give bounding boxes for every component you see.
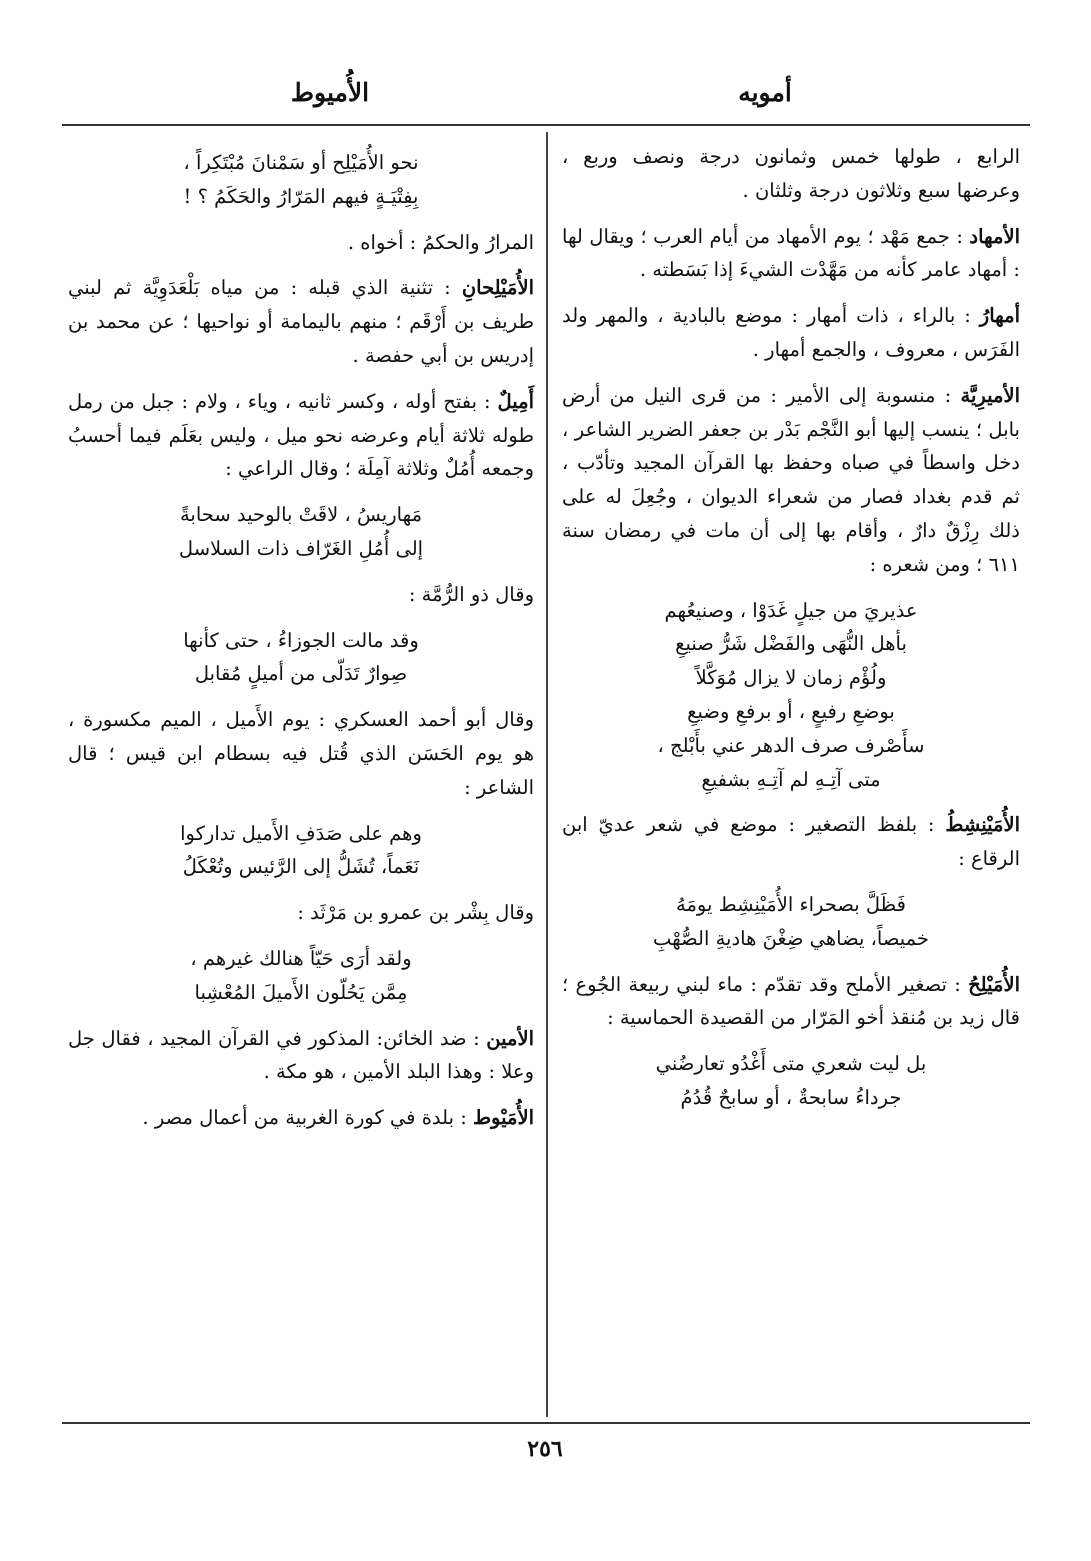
headword: الأُمَيْلِحانِ [461, 276, 534, 300]
verse-line: بِفِتْيَـةٍ فيهم المَرّارُ والحَكَمُ ؟ ! [183, 184, 419, 208]
headword: الأُمَيْنِشِطُ [945, 813, 1020, 837]
entry-umaylihan [68, 271, 534, 372]
entry-text: : تصغير الأملح وقد تقدّم : ماء لبني ربيعة الجُوع ؛ قال زيد بن مُنقذ أخو المَرّار من القصيدة الحماسية : [562, 972, 1020, 1030]
entry-amiriyya [562, 379, 1020, 582]
running-header-right: أمويه [738, 78, 792, 107]
poem-verse [108, 942, 494, 1010]
headword: الأمهاد [969, 224, 1020, 248]
running-header-left: الأُميوط [290, 78, 370, 107]
entry-text: : بلدة في كورة الغربية من أعمال مصر . [142, 1106, 474, 1130]
header-rule [62, 124, 1030, 126]
verse-line: مِمَّن يَحُلّون الأَميلَ المُعْشِبا [194, 980, 408, 1004]
entry-amin [68, 1022, 534, 1090]
verse-line: بوضعِ رفيعٍ ، أو برفعِ وضيعِ [687, 699, 895, 723]
entry-text: وقال أبو أحمد العسكري : يوم الأَميل ، الميم مكسورة ، هو يوم الحَسَن الذي قُتل فيه بسطام ابن قيس ؛ قال الشاعر : [68, 708, 534, 799]
verse-line: ولُؤْم زمان لا يزال مُوَكَّلاً [695, 666, 887, 690]
verse-line: صِوارٌ تَدَلّى من أميلٍ مُقابل [194, 662, 408, 686]
entry-continuation: الرابع ، طولها خمس وثمانون درجة ونصف وربع ، وعرضها سبع وثلاثون درجة وثلثان . [562, 145, 1020, 202]
verse-line: بل ليت شعري متى أَغْدُو تعارضُني [655, 1052, 927, 1076]
footer-rule [62, 1422, 1030, 1424]
poem-verse [108, 624, 494, 692]
entry-text: : تثنية الذي قبله : من مياه بَلْعَدَوِيَّة ثم لبني طريف بن أَرْقَم ؛ منهم باليمامة أو نواحيها ؛ عن محمد بن إدريس بن أبي حفصة . [68, 276, 534, 367]
entry-text: : جمع مَهْد ؛ يوم الأمهاد من أيام العرب ؛ ويقال لها : أمهاد عامر كأنه من مَهَّدْت الشيءَ إذا بَسَطته . [562, 224, 1020, 282]
verse-line: إلى أُمُلِ الغَرّاف ذات السلاسل [178, 536, 424, 560]
entry-text: : بالراء ، ذات أمهار : موضع بالبادية ، والمهر ولد الفَرَس ، معروف ، والجمع أمهار . [562, 304, 1020, 361]
verse-line: وقد مالت الجوزاءُ ، حتى كأنها [183, 628, 419, 652]
verse-line: متى آتِـهِ لم آتِـهِ بشفيعِ [701, 767, 881, 791]
poem-verse [602, 1047, 980, 1115]
entry-text: : بلفظ التصغير : موضع في شعر عديّ ابن الرقاع : [562, 813, 1020, 871]
verse-line: نَعَماً، تُشَلُّ إلى الرَّئيس وتُعْكَلُ [182, 855, 420, 879]
entry-text: : منسوبة إلى الأمير : من قرى النيل من أرض بابل ؛ ينسب إليها أبو النَّجْم بَدْر بن جعفر الضرير الشاعر ، دخل واسطاً في صباه وحفظ بها القرآن المجيد وتأدّب ، ثم قدم بغداد فصار من شعراء الديوان ، وجُعِلَ له على ذلك رِزْقٌ دارٌ ، وأقام بها إلى أن مات في رمضان سنة ٦١١ ؛ ومن شعره : [562, 383, 1020, 576]
poem-verse [108, 498, 494, 566]
entry-text: وقال ذو الرُّمَّة : [408, 582, 534, 606]
page-number: ٢٥٦ [527, 1436, 563, 1462]
headword: الأُمَيْوط [473, 1106, 534, 1130]
entry-text: وقال بِشْر بن عمرو بن مَرْثَد : [297, 901, 534, 925]
verse-line: خميصاً، يضاهي ضِغْنَ هاديةِ الصُّهْبِ [653, 926, 929, 950]
poem-verse [108, 817, 494, 885]
verse-line: نحو الأُمَيْلِح أو سَمْنانَ مُبْتَكِراً ، [183, 151, 419, 174]
verse-line: ولقد أرَى حَيّاً هنالك غيرهم ، [190, 946, 412, 970]
entry-amil [68, 385, 534, 486]
headword: أَمِيلٌ [497, 389, 534, 413]
entry-text: : بفتح أوله ، وكسر ثانيه ، وياء ، ولام : جبل من رمل طوله ثلاثة أيام وعرضه نحو ميل ، وليس بعَلَم فيما أحسبُ وجمعه أُمُلٌ وثلاثة آمِلَة ؛ وقال الراعي : [68, 389, 534, 481]
headword: الأُمَيْلِحُ [968, 972, 1020, 996]
poem-verse [602, 888, 980, 956]
left-column [68, 140, 534, 1147]
entry-note: المرارُ والحكمُ : أخواه . [347, 230, 534, 254]
entry-text: : ضد الخائن: المذكور في القرآن المجيد ، فقال جل وعلا : وهذا البلد الأمين ، هو مكة . [68, 1026, 534, 1084]
verse-line: وهم على صَدَفِ الأَميل تداركوا [180, 821, 422, 845]
verse-line: عذيريَ من جيلٍ غَدَوْا ، وصنيعُهم [664, 598, 918, 622]
entry-umaynishit [562, 808, 1020, 876]
entry-umaylih [562, 968, 1020, 1036]
verse-line: فَظَلَّ بصحراء الأُمَيْنِشِط يومَهُ [675, 892, 906, 916]
headword: أمهارُ [979, 304, 1020, 328]
right-column [562, 140, 1020, 1127]
headword: الأميرِيَّة [960, 383, 1020, 407]
entry-amhar [562, 299, 1020, 367]
verse-line: سأَصْرف صرف الدهر عني بأَبْلج ، [657, 733, 925, 757]
entry-umaywut [68, 1101, 534, 1135]
verse-line: مَهاريسُ ، لاقَتْ بالوحيد سحابةً [179, 503, 423, 527]
column-divider [546, 132, 548, 1417]
entry-amhad [562, 220, 1020, 288]
verse-line: بأهل النُّهَى والفَضْل شَرُّ صنيعِ [675, 632, 907, 656]
verse-line: جرداءُ سابحةٌ ، أو سابحٌ قُدُمُ [680, 1085, 902, 1109]
poem-verse [602, 594, 980, 797]
poem-verse [108, 146, 494, 214]
headword: الأمين [486, 1026, 534, 1050]
